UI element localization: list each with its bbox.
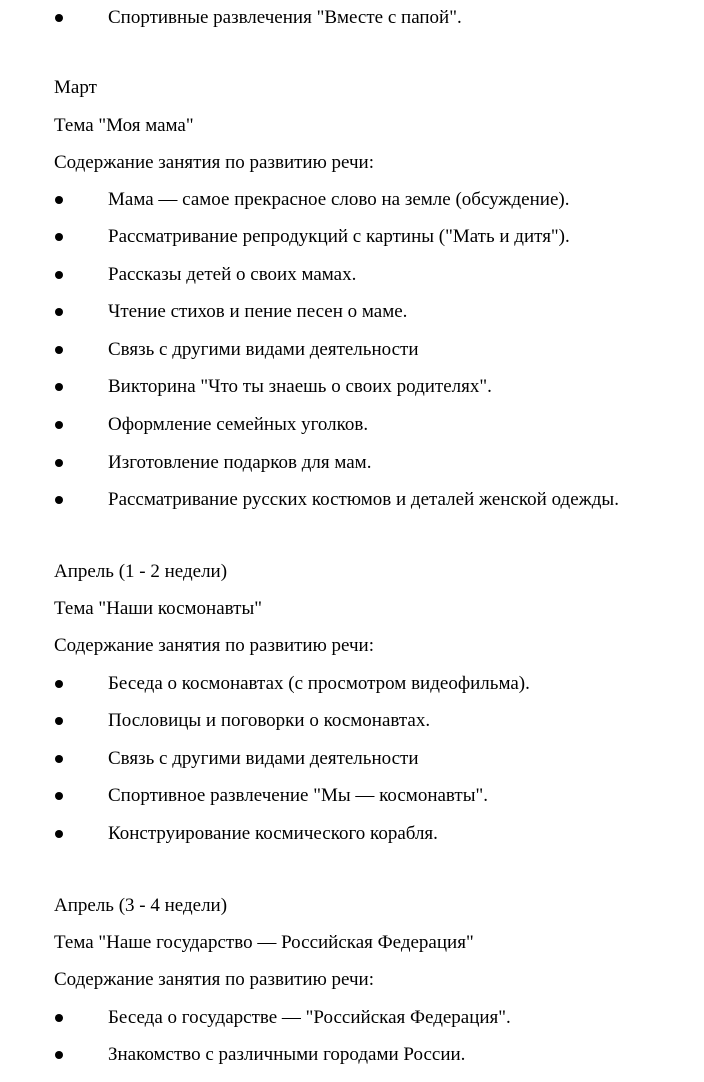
section-heading-march: Март: [54, 77, 97, 98]
topic-april-1: Тема "Наши космонавты": [54, 598, 262, 619]
list-item-text: Рассматривание репродукций с картины ("Мать и дитя").: [108, 226, 570, 247]
list-item-text: Оформление семейных уголков.: [108, 414, 369, 435]
list-item-text: Знакомство с различными городами России.: [108, 1044, 466, 1065]
list-item-text: Чтение стихов и пение песен о маме.: [108, 301, 408, 322]
list-item-text: Изготовление подарков для мам.: [108, 452, 372, 473]
section-heading-april-1: Апрель (1 - 2 недели): [54, 561, 228, 582]
bullet-icon: [55, 1014, 63, 1022]
topic-april-2: Тема "Наше государство — Российская Федерация": [54, 932, 474, 953]
bullet-icon: [55, 14, 63, 22]
list-item-text: Спортивные развлечения "Вместе с папой".: [108, 7, 462, 28]
bullet-icon: [55, 346, 63, 354]
bullet-icon: [55, 792, 63, 800]
topic-march: Тема "Моя мама": [54, 115, 194, 136]
section-heading-april-2: Апрель (3 - 4 недели): [54, 895, 228, 916]
bullet-icon: [55, 196, 63, 204]
bullet-icon: [55, 271, 63, 279]
list-item-text: Беседа о космонавтах (с просмотром видеофильма).: [108, 673, 530, 694]
bullet-icon: [55, 233, 63, 241]
list-item-text: Рассматривание русских костюмов и деталей женской одежды.: [108, 489, 619, 510]
bullet-icon: [55, 1051, 63, 1059]
content-label-march: Содержание занятия по развитию речи:: [54, 152, 374, 173]
bullet-icon: [55, 421, 63, 429]
list-item-text: Конструирование космического корабля.: [108, 823, 438, 844]
bullet-icon: [55, 383, 63, 391]
bullet-icon: [55, 496, 63, 504]
list-item-text: Связь с другими видами деятельности: [108, 748, 419, 769]
list-item-text: Мама — самое прекрасное слово на земле (обсуждение).: [108, 189, 570, 210]
bullet-icon: [55, 680, 63, 688]
list-item-text: Рассказы детей о своих мамах.: [108, 264, 357, 285]
bullet-icon: [55, 459, 63, 467]
content-label-april-2: Содержание занятия по развитию речи:: [54, 969, 374, 990]
list-item-text: Пословицы и поговорки о космонавтах.: [108, 710, 431, 731]
bullet-icon: [55, 717, 63, 725]
list-item-text: Беседа о государстве — "Российская Федерация".: [108, 1007, 511, 1028]
content-label-april-1: Содержание занятия по развитию речи:: [54, 635, 374, 656]
bullet-icon: [55, 308, 63, 316]
list-item-text: Связь с другими видами деятельности: [108, 339, 419, 360]
list-item-text: Викторина "Что ты знаешь о своих родителях".: [108, 376, 492, 397]
bullet-icon: [55, 830, 63, 838]
bullet-icon: [55, 755, 63, 763]
list-item-text: Спортивное развлечение "Мы — космонавты".: [108, 785, 489, 806]
